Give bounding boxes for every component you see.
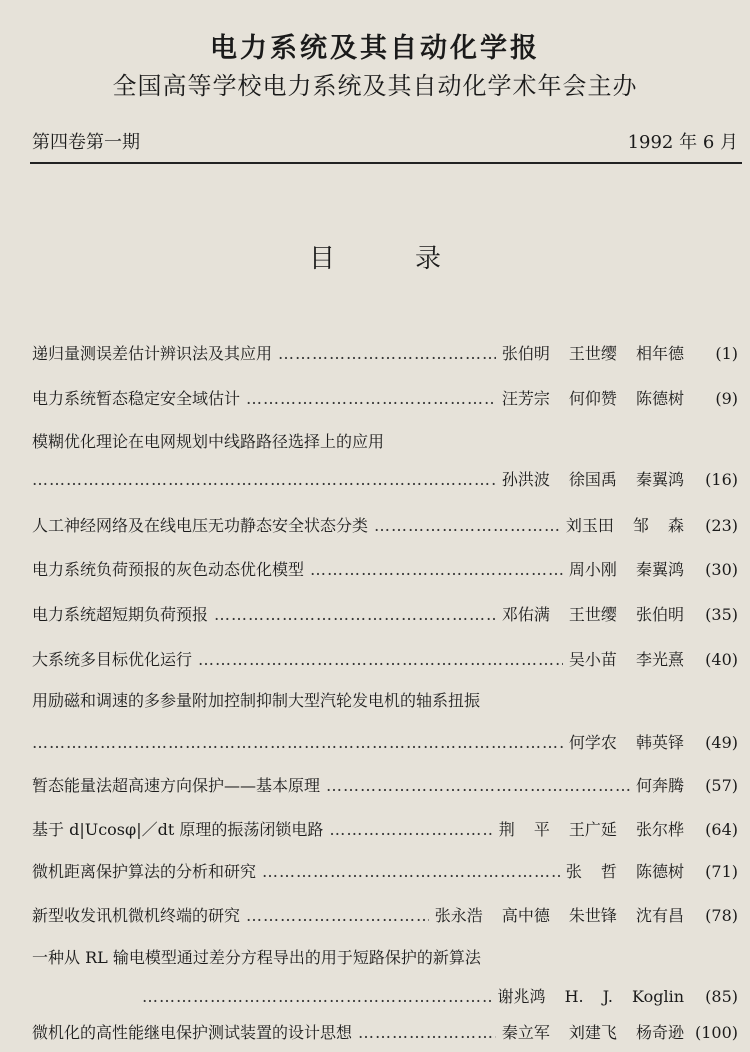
toc-entry-page: (23) [705, 516, 738, 535]
toc-entry-page: (30) [705, 560, 738, 579]
toc-entry-title: 人工神经网络及在线电压无功静态安全状态分类 [32, 516, 369, 535]
toc-entry-authors: 孙洪波 徐国禹 秦翼鸿 [501, 470, 684, 489]
toc-entry[interactable] [32, 905, 738, 927]
toc-entry[interactable] [32, 343, 738, 365]
toc-entry[interactable] [32, 559, 738, 581]
header-divider [30, 162, 742, 164]
leader-dots [310, 559, 563, 581]
journal-subtitle: 全国高等学校电力系统及其自动化学术年会主办 [112, 72, 638, 100]
toc-entry-authors: 张伯明 王世缨 相年德 [501, 344, 684, 363]
toc-entry-authors: 何奔腾 [635, 776, 684, 795]
toc-entry-authors: 秦立军 刘建飞 杨奇逊 [501, 1023, 684, 1042]
toc-entry-page: (9) [715, 389, 738, 408]
toc-entry-authors: 周小刚 秦翼鸿 [568, 560, 684, 579]
toc-entry-page: (16) [705, 470, 738, 489]
toc-entry-page: (71) [705, 862, 738, 881]
leader-dots [278, 343, 496, 365]
issue-date: 1992 年 6 月 [627, 132, 738, 153]
toc-entry-title-line[interactable]: 一种从 RL 输电模型通过差分方程导出的用于短路保护的新算法 [32, 948, 481, 967]
toc-entry-page: (49) [705, 733, 738, 752]
toc-entry[interactable] [32, 861, 738, 883]
toc-entry-title: 微机化的高性能继电保护测试装置的设计思想 [32, 1023, 353, 1042]
toc-entry-title: 新型收发讯机微机终端的研究 [32, 906, 241, 925]
toc-entry-authors: 张 哲 陈德树 [565, 862, 684, 881]
toc-entry[interactable] [32, 819, 738, 841]
toc-entry[interactable] [32, 986, 738, 1008]
toc-entry-page: (100) [694, 1023, 738, 1042]
toc-entry-title: 基于 d|Ucosφ|／dt 原理的振荡闭锁电路 [32, 820, 324, 839]
leader-dots [246, 388, 496, 410]
leader-dots [198, 649, 563, 671]
toc-entry-authors: 荆 平 王广延 张尔桦 [498, 820, 684, 839]
toc-entry-title: 递归量测误差估计辨识法及其应用 [32, 344, 273, 363]
leader-dots [262, 861, 560, 883]
toc-entry[interactable] [32, 775, 738, 797]
toc-entry-authors: 张永浩 高中德 朱世锋 沈有昌 [434, 906, 684, 925]
toc-entry-title: 大系统多目标优化运行 [32, 650, 193, 669]
toc-entry[interactable] [32, 1022, 738, 1044]
leader-dots [142, 986, 492, 1008]
leader-dots [329, 819, 492, 841]
toc-entry[interactable] [32, 469, 738, 491]
leader-dots [326, 775, 630, 797]
toc-entry-page: (40) [705, 650, 738, 669]
toc-entry-authors: 汪芳宗 何仰赞 陈德树 [501, 389, 684, 408]
leader-dots [32, 469, 496, 491]
leader-dots [32, 732, 563, 754]
toc-entry-title-line[interactable]: 用励磁和调速的多参量附加控制抑制大型汽轮发电机的轴系扭振 [32, 691, 481, 710]
journal-title: 电力系统及其自动化学报 [210, 33, 540, 64]
leader-dots [214, 604, 496, 626]
toc-entry-page: (35) [705, 605, 738, 624]
toc-entry-page: (85) [705, 987, 738, 1006]
toc-entry[interactable] [32, 732, 738, 754]
toc-entry-authors: 吴小苗 李光熹 [568, 650, 684, 669]
toc-entry-authors: 何学农 韩英铎 [568, 733, 684, 752]
toc-entry-page: (64) [705, 820, 738, 839]
leader-dots [246, 905, 429, 927]
toc-entry-title: 电力系统负荷预报的灰色动态优化模型 [32, 560, 305, 579]
toc-entry-title: 暂态能量法超高速方向保护——基本原理 [32, 776, 321, 795]
toc-entry-authors: 刘玉田 邹 森 [565, 516, 684, 535]
leader-dots [374, 515, 560, 537]
toc-entry[interactable] [32, 388, 738, 410]
leader-dots [358, 1022, 496, 1044]
toc-entry[interactable] [32, 515, 738, 537]
toc-entry-title-line[interactable]: 模糊优化理论在电网规划中线路路径选择上的应用 [32, 432, 385, 451]
toc-entry[interactable] [32, 604, 738, 626]
toc-entry[interactable] [32, 649, 738, 671]
toc-entry-title: 电力系统超短期负荷预报 [32, 605, 209, 624]
toc-entry-page: (78) [705, 906, 738, 925]
toc-entry-page: (1) [715, 344, 738, 363]
toc-entry-authors: 谢兆鸿 H. J. Koglin [497, 987, 684, 1006]
toc-entry-authors: 邓佑满 王世缨 张伯明 [501, 605, 684, 624]
toc-entry-page: (57) [705, 776, 738, 795]
issue-label: 第四卷第一期 [32, 132, 140, 153]
toc-heading: 目录 [308, 244, 521, 274]
toc-entry-title: 电力系统暂态稳定安全域估计 [32, 389, 241, 408]
toc-entry-title: 微机距离保护算法的分析和研究 [32, 862, 257, 881]
